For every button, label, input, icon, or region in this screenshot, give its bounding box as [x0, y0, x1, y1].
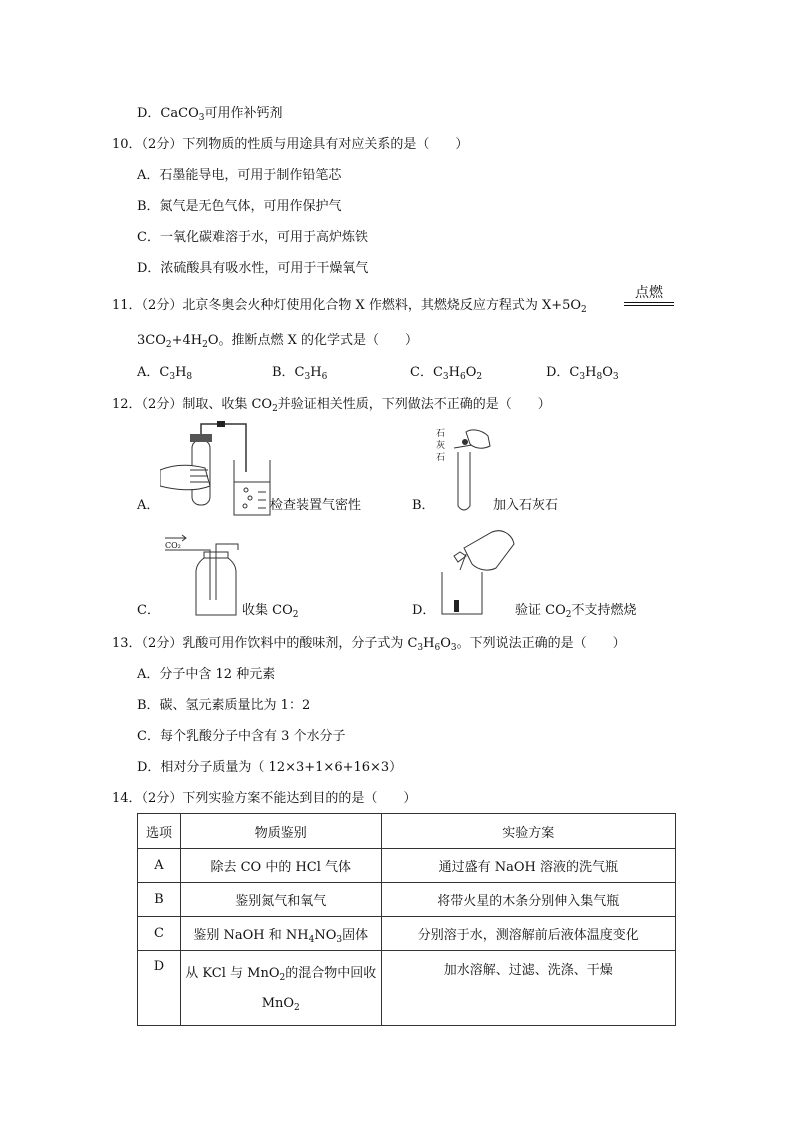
q10-option-d: D．浓硫酸具有吸水性，可用于干燥氧气	[137, 261, 369, 276]
q13-option-d: D．相对分子质量为（ 12×3+1×6+16×3）	[137, 760, 403, 775]
q12-option-c-label: C．	[137, 603, 160, 618]
q12-option-a-caption: 检查装置气密性	[270, 498, 362, 513]
q11-stem-line2: $3CO_2+4H_2O$。推断点燃 X 的化学式是（ ）	[137, 333, 419, 350]
gas-collection-figure	[160, 530, 245, 620]
row-plan: 通过盛有 NaOH 溶液的洗气瓶	[381, 849, 675, 883]
q11-option-d: D．$C_3H_8O_3$	[546, 365, 619, 382]
q12-stem: 12．（2分）制取、收集 $CO_2$并验证相关性质，下列做法不正确的是（ ）	[112, 397, 551, 414]
row-item: 除去 CO 中的 HCl 气体	[180, 849, 381, 883]
q12-option-b-caption: 加入石灰石	[493, 498, 559, 513]
row-item: 鉴别 NaOH 和 $NH_4NO_3$固体	[180, 917, 381, 951]
table-row	[138, 849, 676, 883]
table-row	[138, 917, 676, 951]
q11-option-a: A．$C_3H_8$	[137, 365, 193, 382]
table-header-row	[138, 814, 676, 849]
limestone-label: 石 灰 石	[436, 429, 446, 463]
table-row	[138, 951, 676, 1026]
equation-line-top	[624, 302, 674, 303]
q12-option-c-caption: 收集 $CO_2$	[242, 603, 299, 620]
equation-line-bottom	[624, 305, 674, 306]
q9-option-d: D．CaCO$_3$可用作补钙剂	[137, 106, 283, 123]
q12-option-a-label: A．	[137, 498, 160, 513]
q11-option-c: C．$C_3H_6O_2$	[410, 365, 483, 382]
q14-table	[137, 813, 676, 1026]
q12-option-d-label: D．	[412, 603, 436, 618]
q12-option-b-label: B．	[412, 498, 435, 513]
q12-option-d-caption: 验证 $CO_2$不支持燃烧	[515, 603, 637, 620]
q13-option-c: C．每个乳酸分子中含有 3 个水分子	[137, 729, 346, 744]
q13-stem: 13．（2分）乳酸可用作饮料中的酸味剂，分子式为 $C_3H_6O_3$。下列说法正确的是（ ）	[112, 636, 626, 653]
row-option: B	[138, 883, 181, 917]
q11-stem: 11．（2分）北京冬奥会火种灯使用化合物 X 作燃料，其燃烧反应方程式为 $X+5O_2$	[112, 298, 587, 315]
header-plan: 实验方案	[381, 814, 675, 849]
q10-option-a: A．石墨能导电，可用于制作铅笔芯	[137, 168, 342, 183]
airtightness-check-figure	[160, 420, 275, 520]
table-row	[138, 883, 676, 917]
row-plan: 将带火星的木条分别伸入集气瓶	[381, 883, 675, 917]
co2-combustion-figure	[436, 528, 522, 618]
q13-option-a: A．分子中含 12 种元素	[137, 667, 276, 682]
q10-option-c: C．一氧化碳难溶于水，可用于高炉炼铁	[137, 230, 368, 245]
q10-option-b: B．氮气是无色气体，可用作保护气	[137, 199, 342, 214]
co2-inlet-label: CO₂	[165, 541, 181, 550]
q13-option-b: B．碳、氢元素质量比为 1：2	[137, 698, 311, 713]
header-option: 选项	[138, 814, 181, 849]
row-item: 从 KCl 与 MnO$_2$的混合物中回收 MnO$_2$	[180, 951, 381, 1026]
q11-option-b: B．$C_3H_6$	[272, 365, 328, 382]
add-limestone-figure	[448, 426, 493, 512]
q10-stem: 10．（2分）下列物质的性质与用途具有对应关系的是（ ）	[112, 137, 469, 152]
row-item: 鉴别氮气和氧气	[180, 883, 381, 917]
row-option: A	[138, 849, 181, 883]
q14-stem: 14．（2分）下列实验方案不能达到目的的是（ ）	[112, 791, 417, 806]
row-plan: 加水溶解、过滤、洗涤、干燥	[381, 951, 675, 1026]
row-plan: 分别溶于水，测溶解前后液体温度变化	[381, 917, 675, 951]
header-item: 物质鉴别	[180, 814, 381, 849]
reaction-condition: 点燃	[635, 285, 663, 301]
row-option: D	[138, 951, 181, 1026]
row-option: C	[138, 917, 181, 951]
